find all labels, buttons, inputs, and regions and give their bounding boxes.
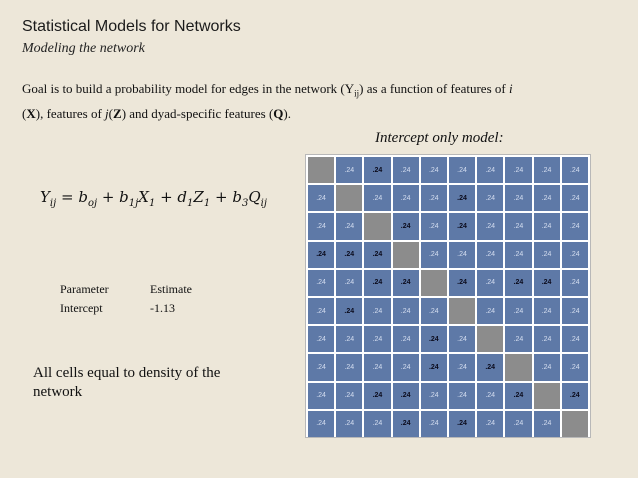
matrix-cell: .24 <box>308 213 334 239</box>
matrix-cell: .24 <box>393 157 419 183</box>
matrix-cell: .24 <box>562 383 588 409</box>
matrix-cell: .24 <box>562 157 588 183</box>
matrix-cell: .24 <box>393 411 419 437</box>
matrix-cell: .24 <box>449 354 475 380</box>
model-formula: $Y_{ij} = b_{oj} + b_{1j}X_1 + d_1Z_1 + b_3Q_{ij}$ <box>40 188 267 209</box>
matrix-cell: .24 <box>336 383 362 409</box>
matrix-cell: .24 <box>336 326 362 352</box>
matrix-cell: .24 <box>308 270 334 296</box>
matrix-cell: .24 <box>364 185 390 211</box>
matrix-cell: .24 <box>421 185 447 211</box>
matrix-diagonal-cell <box>505 354 531 380</box>
matrix-diagonal-cell <box>421 270 447 296</box>
matrix-cell: .24 <box>308 242 334 268</box>
matrix-cell: .24 <box>562 270 588 296</box>
matrix-cell: .24 <box>534 326 560 352</box>
matrix-cell: .24 <box>505 411 531 437</box>
matrix-cell: .24 <box>421 157 447 183</box>
matrix-cell: .24 <box>477 242 503 268</box>
matrix-cell: .24 <box>421 411 447 437</box>
slide-subtitle: Modeling the network <box>22 41 145 56</box>
matrix-cell: .24 <box>308 383 334 409</box>
matrix-cell: .24 <box>505 242 531 268</box>
matrix-cell: .24 <box>336 298 362 324</box>
matrix-cell: .24 <box>505 270 531 296</box>
matrix-cell: .24 <box>562 298 588 324</box>
adjacency-matrix <box>305 154 591 438</box>
matrix-cell: .24 <box>534 298 560 324</box>
matrix-cell: .24 <box>477 270 503 296</box>
matrix-cell: .24 <box>393 298 419 324</box>
matrix-cell: .24 <box>449 213 475 239</box>
matrix-cell: .24 <box>562 242 588 268</box>
matrix-cell: .24 <box>364 354 390 380</box>
matrix-cell: .24 <box>449 242 475 268</box>
matrix-diagonal-cell <box>308 157 334 183</box>
matrix-cell: .24 <box>421 354 447 380</box>
matrix-cell: .24 <box>562 213 588 239</box>
header-parameter: Parameter <box>60 282 109 296</box>
matrix-cell: .24 <box>449 270 475 296</box>
matrix-cell: .24 <box>449 157 475 183</box>
matrix-cell: .24 <box>308 354 334 380</box>
matrix-diagonal-cell <box>449 298 475 324</box>
density-note: All cells equal to density of the network <box>33 365 221 400</box>
matrix-cell: .24 <box>534 411 560 437</box>
matrix-cell: .24 <box>421 213 447 239</box>
matrix-cell: .24 <box>505 383 531 409</box>
matrix-diagonal-cell <box>364 213 390 239</box>
parameter-table-header <box>60 280 192 299</box>
matrix-cell: .24 <box>393 326 419 352</box>
matrix-cell: .24 <box>562 354 588 380</box>
matrix-cell: .24 <box>505 185 531 211</box>
matrix-cell: .24 <box>364 270 390 296</box>
matrix-cell: .24 <box>421 326 447 352</box>
matrix-cell: .24 <box>393 383 419 409</box>
matrix-cell: .24 <box>308 185 334 211</box>
matrix-grid <box>308 157 588 437</box>
matrix-cell: .24 <box>505 157 531 183</box>
matrix-cell: .24 <box>477 411 503 437</box>
matrix-cell: .24 <box>421 298 447 324</box>
matrix-cell: .24 <box>477 354 503 380</box>
matrix-cell: .24 <box>534 213 560 239</box>
matrix-cell: .24 <box>393 354 419 380</box>
matrix-cell: .24 <box>477 157 503 183</box>
matrix-cell: .24 <box>534 354 560 380</box>
matrix-cell: .24 <box>477 383 503 409</box>
model-label: Intercept only model: <box>375 130 504 146</box>
matrix-diagonal-cell <box>562 411 588 437</box>
matrix-diagonal-cell <box>336 185 362 211</box>
matrix-cell: .24 <box>364 326 390 352</box>
matrix-diagonal-cell <box>534 383 560 409</box>
header-estimate: Estimate <box>150 282 192 296</box>
matrix-cell: .24 <box>336 354 362 380</box>
matrix-cell: .24 <box>534 242 560 268</box>
matrix-cell: .24 <box>364 298 390 324</box>
matrix-cell: .24 <box>477 298 503 324</box>
matrix-cell: .24 <box>336 242 362 268</box>
matrix-cell: .24 <box>449 411 475 437</box>
matrix-cell: .24 <box>308 298 334 324</box>
matrix-cell: .24 <box>393 213 419 239</box>
matrix-cell: .24 <box>534 185 560 211</box>
matrix-cell: .24 <box>364 157 390 183</box>
matrix-cell: .24 <box>534 270 560 296</box>
matrix-diagonal-cell <box>393 242 419 268</box>
matrix-cell: .24 <box>421 383 447 409</box>
parameter-row <box>60 299 192 318</box>
matrix-cell: .24 <box>505 298 531 324</box>
parameter-estimate: -1.13 <box>150 301 175 315</box>
matrix-cell: .24 <box>308 326 334 352</box>
matrix-cell: .24 <box>505 213 531 239</box>
matrix-cell: .24 <box>477 213 503 239</box>
matrix-cell: .24 <box>562 185 588 211</box>
matrix-cell: .24 <box>336 411 362 437</box>
matrix-cell: .24 <box>449 185 475 211</box>
matrix-cell: .24 <box>449 383 475 409</box>
matrix-cell: .24 <box>308 411 334 437</box>
matrix-cell: .24 <box>336 270 362 296</box>
matrix-cell: .24 <box>364 242 390 268</box>
slide-title: Statistical Models for Networks <box>22 18 241 35</box>
matrix-cell: .24 <box>364 383 390 409</box>
matrix-cell: .24 <box>562 326 588 352</box>
goal-text: Goal is to build a probability model for edges in the network $(Y_{ij})$ as a function of features of i (X), features of j(Z) and dyad-specific features (Q). <box>22 81 513 121</box>
matrix-cell: .24 <box>421 242 447 268</box>
matrix-cell: .24 <box>534 157 560 183</box>
matrix-cell: .24 <box>336 213 362 239</box>
matrix-cell: .24 <box>505 326 531 352</box>
parameter-table <box>60 280 192 318</box>
parameter-name: Intercept <box>60 301 103 315</box>
matrix-cell: .24 <box>393 185 419 211</box>
matrix-diagonal-cell <box>477 326 503 352</box>
matrix-cell: .24 <box>393 270 419 296</box>
matrix-cell: .24 <box>449 326 475 352</box>
matrix-cell: .24 <box>336 157 362 183</box>
matrix-cell: .24 <box>364 411 390 437</box>
matrix-cell: .24 <box>477 185 503 211</box>
